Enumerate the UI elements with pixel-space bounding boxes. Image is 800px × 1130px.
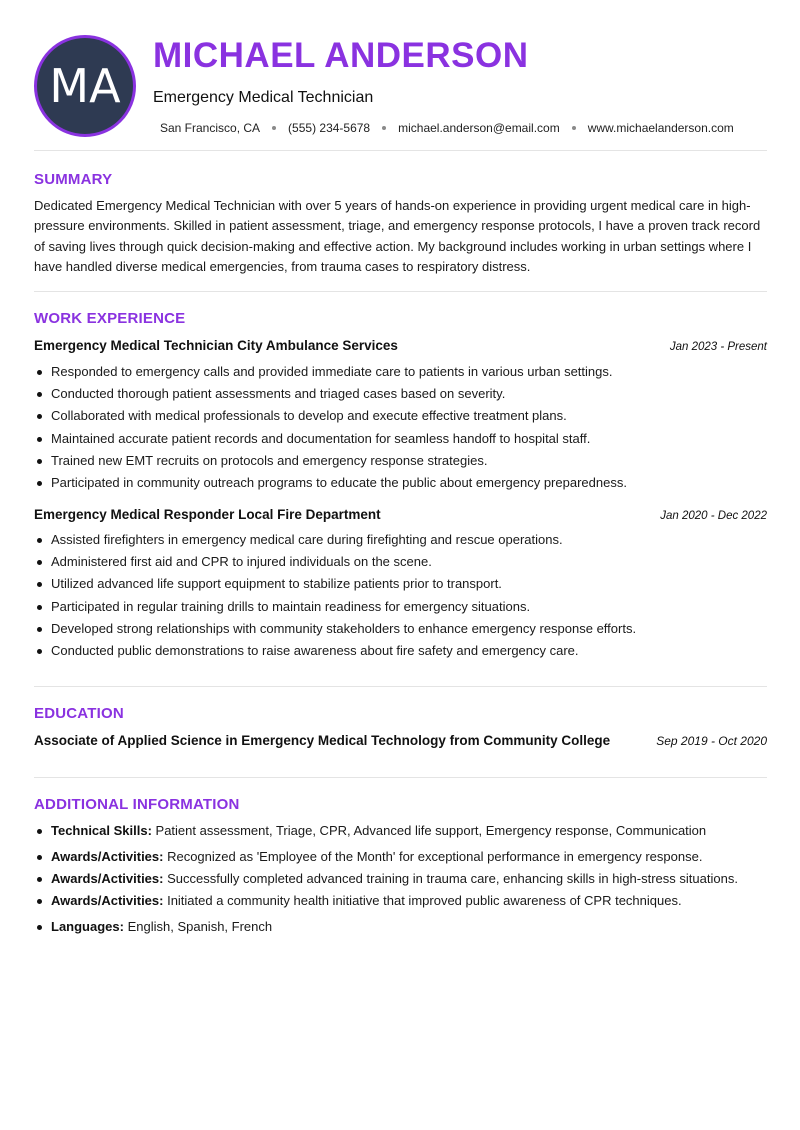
list-item: Utilized advanced life support equipment to stabilize patients prior to transport. [34,573,767,595]
list-item: Maintained accurate patient records and documentation for seamless handoff to hospital staff. [34,428,767,450]
list-item [34,891,774,913]
job-role: Emergency Medical Technician City Ambulance Services [34,338,398,353]
list-item: Trained new EMT recruits on protocols and emergency response strategies. [34,450,767,472]
list-item [34,847,774,869]
contact-website[interactable]: www.michaelanderson.com [587,121,734,135]
contact-phone: (555) 234-5678 [288,121,371,135]
avatar-initials: MA [49,59,121,113]
contact-bar [160,121,734,135]
info-label: Awards/Activities: [51,871,164,886]
additional-list [34,821,774,939]
separator-dot-icon [382,126,386,130]
info-label: Awards/Activities: [51,849,164,864]
job-date: Jan 2023 - Present [669,341,767,353]
education-date: Sep 2019 - Oct 2020 [656,734,767,748]
experience-heading: WORK EXPERIENCE [34,310,186,327]
job-bullets [34,529,767,662]
info-value: English, Spanish, French [123,919,273,934]
list-item: Conducted thorough patient assessments and triaged cases based on severity. [34,383,767,405]
list-item [34,869,774,891]
experience-divider [34,686,767,687]
job-date: Jan 2020 - Dec 2022 [660,510,767,522]
summary-text: Dedicated Emergency Medical Technician with over 5 years of hands-on experience in providing urgent medical care in high-pressure environments. Skilled in patient assessment, triage, and emergency response protocols, I have a proven track record of saving lives through quick decision-making and effective action. My background includes working in urban settings where I have handled diverse medical emergencies, from trauma cases to respiratory distress. [34,198,761,274]
job-header [34,507,767,522]
job-role: Emergency Medical Responder Local Fire Department [34,507,381,522]
education-degree: Associate of Applied Science in Emergency Medical Technology from Community College [34,733,611,748]
info-value: Successfully completed advanced training in trauma care, enhancing skills in high-stress situations. [163,871,738,886]
additional-heading: ADDITIONAL INFORMATION [34,796,240,813]
list-item: Collaborated with medical professionals to develop and execute effective treatment plans. [34,405,767,427]
contact-location: San Francisco, CA [160,121,261,135]
info-value: Recognized as 'Employee of the Month' for exceptional performance in emergency response. [163,849,703,864]
list-item [34,821,774,843]
separator-dot-icon [572,126,576,130]
list-item: Responded to emergency calls and provided immediate care to patients in various urban settings. [34,361,767,383]
list-item [34,917,774,939]
separator-dot-icon [272,126,276,130]
header-divider [34,150,767,151]
list-item: Conducted public demonstrations to raise awareness about fire safety and emergency care. [34,640,767,662]
list-item: Developed strong relationships with community stakeholders to enhance emergency response efforts. [34,618,767,640]
education-divider [34,777,767,778]
info-label: Awards/Activities: [51,893,164,908]
job-bullets [34,361,767,494]
candidate-title: Emergency Medical Technician [153,89,374,106]
info-value: Patient assessment, Triage, CPR, Advanced life support, Emergency response, Communication [151,823,707,838]
summary-divider [34,291,767,292]
list-item: Administered first aid and CPR to injured individuals on the scene. [34,551,767,573]
contact-email[interactable]: michael.anderson@email.com [398,121,560,135]
candidate-name: MICHAEL ANDERSON [153,36,529,75]
list-item: Assisted firefighters in emergency medical care during firefighting and rescue operations. [34,529,767,551]
info-label: Technical Skills: [51,823,152,838]
education-heading: EDUCATION [34,705,124,722]
list-item: Participated in community outreach programs to educate the public about emergency preparedness. [34,472,767,494]
avatar [34,35,136,137]
job-header [34,338,767,353]
info-value: Initiated a community health initiative that improved public awareness of CPR techniques. [163,893,682,908]
list-item: Participated in regular training drills to maintain readiness for emergency situations. [34,596,767,618]
education-entry [34,733,767,748]
summary-heading: SUMMARY [34,171,113,188]
info-label: Languages: [51,919,124,934]
